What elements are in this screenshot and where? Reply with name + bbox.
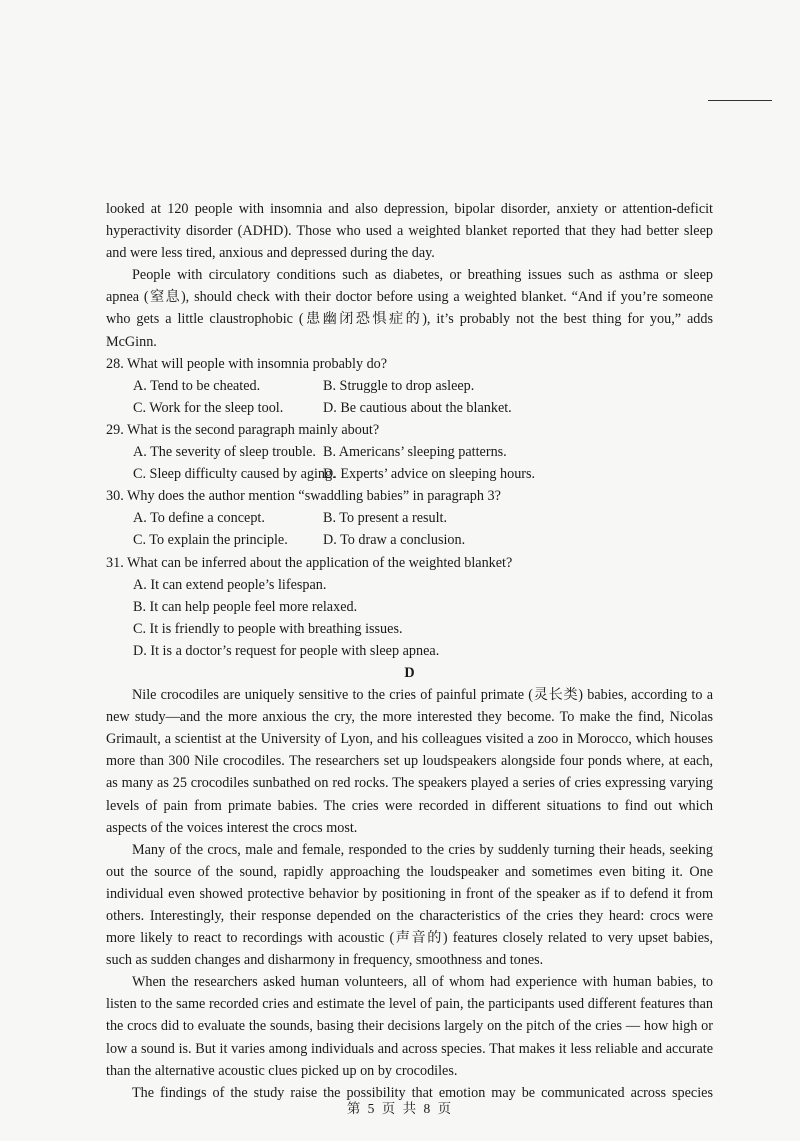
answer-option: D. Experts’ advice on sleeping hours. xyxy=(323,466,536,483)
section-heading: D xyxy=(404,664,415,681)
paragraph-line: When the researchers asked human volunteers, all of whom had experience with human babies, to xyxy=(132,974,713,991)
option-row xyxy=(106,507,713,529)
option-row xyxy=(106,529,713,551)
answer-option: D. To draw a conclusion. xyxy=(323,532,466,549)
page-number: 第 5 页 共 8 页 xyxy=(346,1101,454,1116)
paragraph xyxy=(106,839,713,972)
paragraph-line: looked at 120 people with insomnia and also depression, bipolar disorder, anxiety or attention-deficit xyxy=(106,201,713,217)
answer-option: B. To present a result. xyxy=(323,510,448,527)
paragraph-line: more than 300 Nile crocodiles. The researchers set up loudspeakers alongside four ponds where, at each, xyxy=(106,753,713,770)
header-rule xyxy=(708,100,772,101)
answer-option: A. It can extend people’s lifespan. xyxy=(133,576,327,593)
paragraph-line: McGinn. xyxy=(106,333,157,350)
paragraph-line: listen to the same recorded cries and estimate the level of pain, the participants used different features than xyxy=(106,996,713,1013)
answer-option: C. Work for the sleep tool. xyxy=(133,399,284,416)
option-row xyxy=(106,441,713,463)
answer-option: D. Be cautious about the blanket. xyxy=(323,399,512,416)
question xyxy=(106,485,713,551)
question-stem: 30. Why does the author mention “swaddling babies” in paragraph 3? xyxy=(106,488,501,505)
paragraph-line: new study—and the more anxious the cry, the more interested they become. To make the find, Nicolas xyxy=(106,709,713,726)
paragraph-line: People with circulatory conditions such as diabetes, or breathing issues such as asthma or sleep xyxy=(132,267,713,284)
question-stem: 28. What will people with insomnia probably do? xyxy=(106,355,388,372)
option-row xyxy=(106,463,713,485)
answer-option: A. To define a concept. xyxy=(133,510,265,527)
paragraph xyxy=(106,264,713,352)
paragraph-line: Nile crocodiles are uniquely sensitive to the cries of painful primate (灵长类) babies, according to a xyxy=(132,687,713,704)
question-stem: 29. What is the second paragraph mainly about? xyxy=(106,421,380,438)
answer-option: C. To explain the principle. xyxy=(133,532,288,549)
paragraph-line: such as sudden changes and disharmony in frequency, smoothness and tones. xyxy=(106,952,544,969)
answer-option: A. The severity of sleep trouble. xyxy=(133,444,316,461)
question xyxy=(106,419,713,485)
question-stem: 31. What can be inferred about the application of the weighted blanket? xyxy=(106,554,513,571)
exam-page-body xyxy=(106,198,713,1104)
paragraph-line: Grimault, a scientist at the University of Lyon, and his colleagues visited a zoo in Morocco, which houses xyxy=(106,731,713,748)
paragraph-line: individual even showed protective behavior by positioning in front of the speaker as if to defend it from xyxy=(106,885,713,902)
paragraph-line: hyperactivity disorder (ADHD). Those who used a weighted blanket reported that they had better sleep xyxy=(106,223,713,240)
answer-option: B. It can help people feel more relaxed. xyxy=(133,598,358,615)
question xyxy=(106,353,713,419)
paragraph-line: apnea (窒息), should check with their doctor before using a weighted blanket. “And if you’re someone xyxy=(106,289,713,306)
paragraph xyxy=(106,684,713,839)
paragraph xyxy=(106,198,713,264)
paragraph-line: more likely to react to recordings with acoustic (声音的) features closely related to very upset babies, xyxy=(106,930,713,947)
paragraph-line: levels of pain from primate babies. The cries were recorded in different situations to find out which xyxy=(106,797,713,814)
paragraph-line: and were less tired, anxious and depressed during the day. xyxy=(106,245,435,262)
answer-option: B. Americans’ sleeping patterns. xyxy=(323,444,507,461)
paragraph-line: who gets a little claustrophobic (患幽闭恐惧症的), it’s probably not the best thing for you,” adds xyxy=(106,311,713,328)
answer-option: D. It is a doctor’s request for people with sleep apnea. xyxy=(133,642,440,659)
paragraph-line: others. Interestingly, their response depended on the characteristics of the cries they heard: crocs were xyxy=(106,908,713,924)
paragraph xyxy=(106,971,713,1081)
option-row xyxy=(106,375,713,397)
paragraph-line: low a sound is. But it varies among individuals and across species. That makes it less reliable and accurate xyxy=(106,1040,713,1057)
paragraph-line: out the source of the sound, rapidly approaching the loudspeaker and sometimes even biting it. One xyxy=(106,863,713,880)
answer-option: C. Sleep difficulty caused by aging. xyxy=(133,466,336,483)
answer-option: B. Struggle to drop asleep. xyxy=(323,377,475,394)
answer-option: C. It is friendly to people with breathing issues. xyxy=(133,620,403,637)
answer-option: A. Tend to be cheated. xyxy=(133,377,261,394)
paragraph-line: Many of the crocs, male and female, responded to the cries by suddenly turning their heads, seeking xyxy=(132,841,713,858)
paragraph-line: The findings of the study raise the possibility that emotion may be communicated across species xyxy=(132,1084,713,1101)
paragraph-line: than the alternative acoustic clues picked up on by crocodiles. xyxy=(106,1062,458,1079)
paragraph-line: the crocs did to evaluate the sounds, basing their decisions largely on the pitch of the cries — how high or xyxy=(106,1018,713,1035)
option-row xyxy=(106,397,713,419)
paragraph-line: as many as 25 crocodiles sunbathed on red rocks. The speakers played a series of cries expressing varying xyxy=(106,775,713,792)
question xyxy=(106,552,713,662)
paragraph-line: aspects of the voices interest the crocs most. xyxy=(106,819,358,836)
